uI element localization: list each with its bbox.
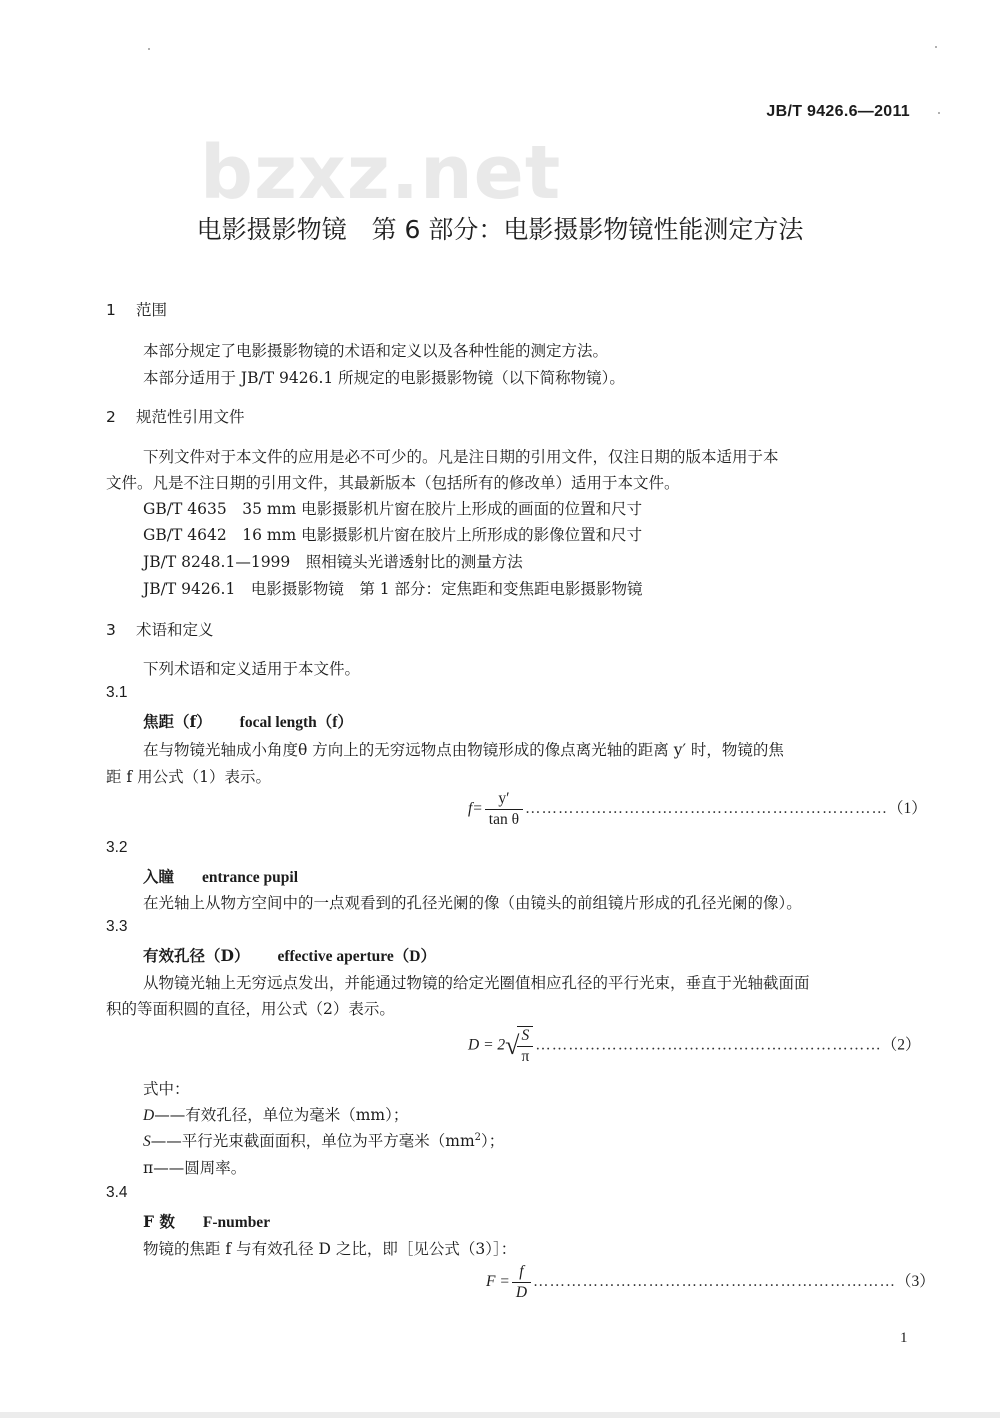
formula-2 <box>468 1026 921 1066</box>
section-number: 2 <box>106 408 116 426</box>
watermark: bzxz.net <box>200 130 562 216</box>
paragraph: 下列文件对于本文件的应用是必不可少的。凡是注日期的引用文件，仅注日期的版本适用于本 <box>143 448 779 466</box>
formula-leader: ……………………………………………………… <box>535 1036 882 1054</box>
section-2-heading <box>106 405 245 427</box>
section-number: 3 <box>106 621 116 639</box>
paragraph-continued: 文件。凡是不注日期的引用文件，其最新版本（包括所有的修改单）适用于本文件。 <box>106 474 680 492</box>
symbol: D <box>143 1107 155 1124</box>
standard-number: JB/T 9426.6—2011 <box>766 103 910 120</box>
symbol-text-end: ）； <box>481 1132 505 1150</box>
symbol: π <box>143 1159 154 1177</box>
paragraph: 本部分适用于 JB/T 9426.1 所规定的电影摄影物镜（以下简称物镜）。 <box>143 369 625 387</box>
section-number: 1 <box>106 301 116 319</box>
formula-leader: ………………………………………………………… <box>533 1273 897 1291</box>
paragraph: 下列术语和定义适用于本文件。 <box>143 660 361 678</box>
symbol: S <box>143 1133 151 1150</box>
term-chinese: 入瞳 <box>143 867 175 886</box>
reference-item: JB/T 8248.1—1999 照相镜头光谱透射比的测量方法 <box>143 553 523 571</box>
term-english: entrance pupil <box>202 869 299 886</box>
symbol-text: ——平行光束截面面积，单位为平方毫米（mm <box>150 1132 475 1150</box>
term-chinese: 焦距（f） <box>143 712 212 731</box>
formula-label: （3） <box>896 1273 935 1291</box>
definition: 在与物镜光轴成小角度θ 方向上的无穷远物点由物镜形成的像点离光轴的距离 y′ 时，物镜的焦 <box>143 741 784 759</box>
formula-numerator: f <box>512 1263 531 1283</box>
subsection-number: 3.4 <box>106 1184 128 1201</box>
term-heading <box>143 1210 270 1232</box>
scan-speck <box>935 46 937 48</box>
symbol-definition <box>143 1156 246 1178</box>
formula-leader: ………………………………………………………… <box>525 800 889 818</box>
reference-item: JB/T 9426.1 电影摄影物镜 第 1 部分：定焦距和变焦距电影摄影物镜 <box>143 580 643 598</box>
formula-label: （2） <box>881 1036 921 1054</box>
formula-3 <box>486 1263 935 1302</box>
formula-fraction <box>485 790 523 829</box>
sqrt-icon: √ <box>505 1031 520 1060</box>
formula-fraction <box>517 1026 533 1066</box>
subsection-number: 3.2 <box>106 839 128 856</box>
definition: 从物镜光轴上无穷远点发出，并能通过物镜的给定光圈值相应孔径的平行光束，垂直于光轴截面面 <box>143 974 810 992</box>
formula-1 <box>468 790 927 829</box>
term-heading <box>143 865 298 887</box>
section-1-heading <box>106 298 167 320</box>
formula-denominator: D <box>515 1284 528 1301</box>
symbol-definition <box>143 1129 504 1151</box>
scan-edge <box>0 1412 1000 1418</box>
paragraph: 本部分规定了电影摄影物镜的术语和定义以及各种性能的测定方法。 <box>143 342 609 360</box>
symbol-text: ——圆周率。 <box>153 1159 247 1177</box>
section-3-heading <box>106 618 214 640</box>
definition: 物镜的焦距 f 与有效孔径 D 之比，即［见公式（3）］： <box>143 1240 517 1258</box>
reference-item: GB/T 4635 35 mm 电影摄影机片窗在胶片上形成的画面的位置和尺寸 <box>143 500 643 518</box>
symbol-definition <box>143 1103 408 1125</box>
subsection-number: 3.3 <box>106 918 128 935</box>
section-title: 范围 <box>136 301 168 319</box>
formula-lhs: f= <box>468 800 483 818</box>
definition-continued: 积的等面积圆的直径，用公式（2）表示。 <box>106 1000 395 1018</box>
symbol-text: ——有效孔径，单位为毫米（mm）； <box>154 1106 409 1124</box>
section-title: 术语和定义 <box>136 621 214 639</box>
section-title: 规范性引用文件 <box>136 408 245 426</box>
page-number: 1 <box>900 1330 908 1346</box>
term-chinese: F 数 <box>143 1212 175 1231</box>
where-label: 式中： <box>143 1080 190 1098</box>
term-english: effective aperture（D） <box>277 948 436 965</box>
term-heading <box>143 944 436 966</box>
formula-label: （1） <box>888 800 927 818</box>
scan-speck <box>938 112 940 114</box>
formula-numerator: S <box>517 1027 533 1047</box>
term-english: F-number <box>202 1214 271 1231</box>
definition-continued: 距 f 用公式（1）表示。 <box>106 768 271 786</box>
definition: 在光轴上从物方空间中的一点观看到的孔径光阑的像（由镜头的前组镜片形成的孔径光阑的像）。 <box>143 894 802 912</box>
formula-lhs: F = <box>486 1273 510 1291</box>
scan-speck <box>148 48 150 50</box>
formula-denominator: tan θ <box>488 811 520 828</box>
term-chinese: 有效孔径（D） <box>143 946 250 965</box>
term-english: focal length（f） <box>239 714 353 731</box>
document-title: 电影摄影物镜 第 6 部分：电影摄影物镜性能测定方法 <box>196 215 804 244</box>
reference-item: GB/T 4642 16 mm 电影摄影机片窗在胶片上所形成的影像位置和尺寸 <box>143 526 643 544</box>
formula-denominator: π <box>521 1048 530 1065</box>
formula-lhs: D = 2 <box>468 1036 506 1054</box>
superscript: 2 <box>474 1131 482 1143</box>
formula-fraction <box>512 1263 531 1302</box>
formula-numerator: y′ <box>485 790 523 810</box>
term-heading <box>143 710 353 732</box>
subsection-number: 3.1 <box>106 684 128 701</box>
